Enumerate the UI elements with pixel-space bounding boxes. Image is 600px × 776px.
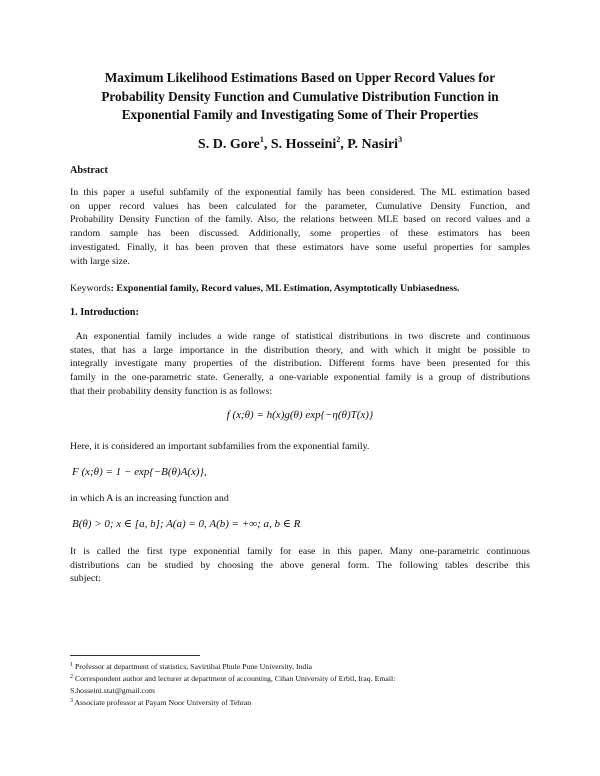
author-name: S. Hosseini	[270, 137, 337, 152]
footnote-text: Associate professor at Payam Noor University of Tehran	[73, 698, 252, 707]
text-line: integrally investigate many properties of the distribution. Different forms have been presented for this	[70, 358, 530, 370]
text-line: with large size.	[70, 255, 130, 267]
keywords-text: : Exponential family, Record values, ML Estimation, Asymptotically Unbiasedness.	[110, 283, 460, 294]
footnote	[70, 696, 540, 708]
author-affiliation-mark: 1	[259, 135, 264, 144]
footnote	[70, 684, 540, 696]
title-line: Probability Density Function and Cumulative Distribution Function in	[101, 88, 499, 104]
text-line: It is called the first type exponential family for ease in this paper. Many one-parametric continuous	[70, 546, 530, 557]
equation-pdf: f (x;θ) = h(x)g(θ) exp{−η(θ)T(x)}	[226, 409, 374, 421]
footnote-mark: 2	[70, 674, 73, 680]
text-line: that their probability density function is as follows:	[70, 385, 273, 397]
text-line: subject:	[70, 573, 101, 585]
footnote-mark: 3	[70, 698, 73, 704]
paper-title	[70, 69, 530, 125]
footnote-text: Professor at department of statistics, Savirtibai Phule Pune University, India	[73, 662, 312, 671]
author-separator: ,	[263, 137, 271, 152]
author-affiliation-mark: 3	[398, 135, 403, 144]
text-line: investigated. Finally, it has been proven that these estimators have some useful properties for samples	[70, 241, 530, 253]
keywords-label: Keywords	[70, 283, 111, 294]
introduction-paragraph	[70, 330, 530, 399]
title-line: Exponential Family and Investigating Some of Their Properties	[121, 107, 479, 122]
footnote	[70, 672, 540, 684]
equation-cdf: F (x;θ) = 1 − exp{−B(θ)A(x)},	[72, 466, 207, 478]
author-name: S. D. Gore	[197, 137, 260, 152]
footnote-mark: 1	[70, 662, 73, 668]
footnote	[70, 660, 540, 672]
text-line: In this paper a useful subfamily of the exponential family has been considered. The ML estimation based	[70, 187, 530, 198]
author-name: P. Nasiri	[347, 137, 399, 152]
equation-conditions: B(θ) > 0; x ∈ [a, b]; A(a) = 0, A(b) = +∞; a, b ∈ R	[72, 518, 301, 530]
text-line: states, that has a large importance in the distribution theory, and with which it might be possible to	[70, 344, 530, 356]
text-line: Probability Density Function of the family. Also, the relations between MLE based on record values and a	[70, 214, 530, 226]
abstract-heading: Abstract	[70, 165, 108, 176]
text-line: family in the one-parametric state. Generally, a one-variable exponential family is a group of distributions	[70, 372, 530, 384]
footnote-text: Correspondent author and lecturer at department of accounting, Cihan University of Erbil, Iraq. Email:	[73, 674, 396, 683]
text-line: An exponential family includes a wide range of statistical distributions in two discrete and continuous	[70, 331, 530, 342]
closing-paragraph	[70, 545, 530, 586]
author-separator: ,	[340, 137, 348, 152]
text-line: distributions can be studied by choosing the above general form. The following tables describe this	[70, 559, 530, 571]
introduction-heading: 1. Introduction:	[70, 307, 139, 318]
title-line: Maximum Likelihood Estimations Based on Upper Record Values for	[104, 70, 496, 85]
footnote-email: S.hosseini.stat@gmail.com	[70, 686, 155, 695]
keywords-line	[70, 283, 460, 294]
increasing-function-sentence: in which A is an increasing function and	[70, 493, 229, 504]
author-list	[0, 135, 600, 153]
subfamily-sentence: Here, it is considered an important subfamilies from the exponential family.	[70, 441, 370, 452]
footnote-divider	[70, 655, 200, 656]
footnotes	[70, 660, 540, 708]
text-line: random sample has been discussed. Additionally, some properties of these estimators has been	[70, 228, 530, 240]
text-line: on upper record values has been calculated for the parameter, Cumulative Density Function, and	[70, 200, 530, 212]
author-affiliation-mark: 2	[336, 135, 341, 144]
abstract-paragraph	[70, 186, 530, 268]
